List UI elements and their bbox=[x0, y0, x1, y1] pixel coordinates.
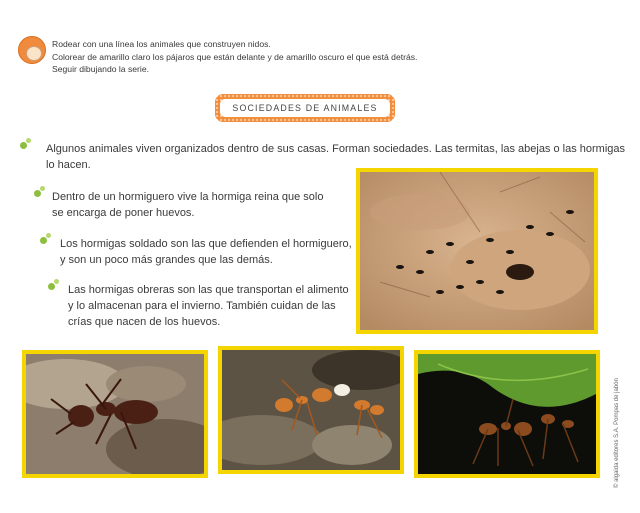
paragraph-queen bbox=[52, 189, 324, 221]
section-title: SOCIEDADES DE ANIMALES bbox=[220, 99, 390, 117]
paragraph-line: y lo almacenan para el invierno. También cuidan de las bbox=[68, 300, 336, 312]
soldier-ant-photo bbox=[22, 350, 208, 478]
bullet-icon bbox=[34, 186, 48, 198]
instruction-line-2: Colorear de amarillo claro los pájaros que están delante y de amarillo oscuro el que está detrás. bbox=[52, 51, 418, 62]
paragraph-line: Algunos animales viven organizados dentro de sus casas. Forman sociedades. Las termitas, las abejas o las hormigas bbox=[46, 143, 626, 155]
bullet-icon bbox=[40, 233, 54, 245]
paragraph-line: y son un poco más grandes que las demás. bbox=[60, 254, 273, 266]
leafcutter-ant-photo bbox=[414, 350, 600, 478]
instructions bbox=[52, 38, 417, 76]
paragraph-line: Dentro de un hormiguero vive la hormiga reina que solo bbox=[52, 191, 324, 203]
paragraph-line: crías que nacen de los huevos. bbox=[68, 316, 221, 328]
paragraph-workers bbox=[68, 282, 349, 330]
anthill-photo bbox=[356, 168, 598, 334]
bullet-icon bbox=[48, 279, 62, 291]
activity-badge-icon bbox=[18, 36, 46, 64]
copyright-notice: © algaida editores S.A. Pompas de jabón bbox=[614, 378, 620, 488]
paragraph-line: lo hacen. bbox=[46, 159, 91, 171]
paragraph-soldiers bbox=[60, 236, 352, 268]
section-title-pill bbox=[215, 94, 395, 122]
bullet-icon bbox=[20, 138, 34, 150]
instruction-line-1: Rodear con una línea los animales que construyen nidos. bbox=[52, 39, 271, 49]
paragraph-line: Las hormigas obreras son las que transportan el alimento bbox=[68, 284, 349, 296]
paragraph-line: Los hormigas soldado son las que defienden el hormiguero, bbox=[60, 238, 352, 250]
worker-ants-photo bbox=[218, 346, 404, 474]
paragraph-line: se encarga de poner huevos. bbox=[52, 207, 195, 219]
instruction-line-3: Seguir dibujando la serie. bbox=[52, 64, 149, 74]
